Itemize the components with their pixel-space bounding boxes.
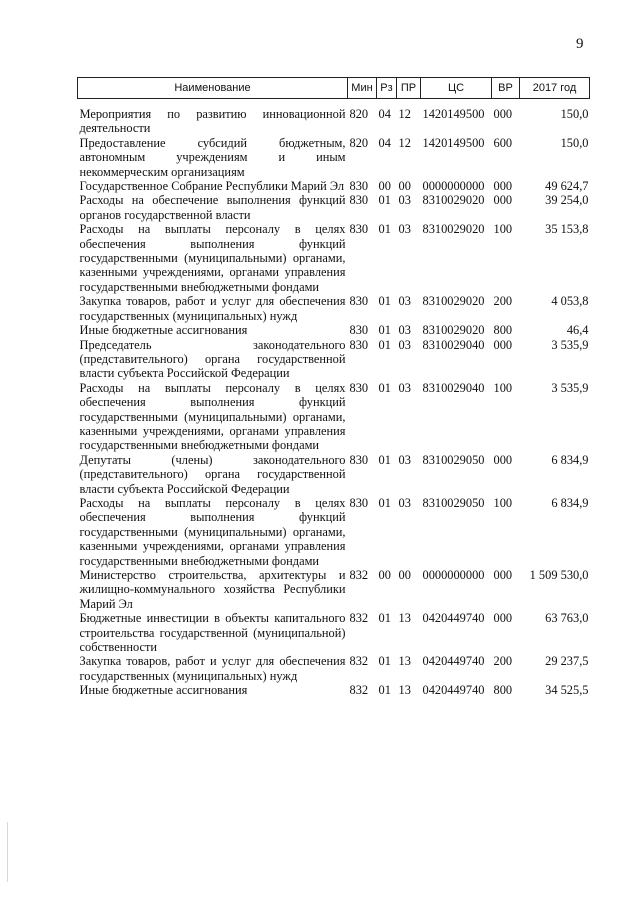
cell-pr: 13	[398, 683, 411, 698]
cell-pr: 12	[398, 107, 411, 121]
cell-name: Мероприятия по развитию инновационной деятельности	[79, 107, 346, 136]
cell-name: Председатель законодательного (представительного) органа государственной власти субъекта Российской Федерации	[79, 337, 346, 381]
cell-amount: 6 834,9	[551, 495, 589, 510]
cell-vr: 000	[493, 193, 513, 208]
cell-min: 830	[349, 323, 369, 338]
cell-min: 830	[349, 222, 369, 237]
header-year: 2017 год	[520, 78, 590, 99]
cell-cs: 0000000000	[422, 179, 485, 194]
cell-rz: 04	[378, 135, 391, 150]
cell-pr: 03	[398, 193, 411, 208]
table-row	[78, 323, 590, 337]
budget-table	[77, 77, 590, 698]
cell-min: 830	[349, 193, 369, 208]
cell-min: 830	[349, 337, 369, 352]
table-row	[78, 222, 590, 294]
cell-name: Закупка товаров, работ и услуг для обеспечения государственных (муниципальных) нужд	[79, 294, 346, 323]
cell-amount: 34 525,5	[545, 683, 589, 698]
cell-min: 832	[349, 683, 369, 698]
cell-pr: 13	[398, 611, 411, 626]
cell-min: 820	[349, 107, 369, 121]
table-row	[78, 611, 590, 654]
cell-vr: 200	[493, 294, 513, 309]
cell-name: Расходы на выплаты персоналу в целях обеспечения выполнения функций государственными (муниципальными) органами, казенными учреждениями, органами управления государственными внебюджетными фондами	[79, 222, 346, 294]
cell-vr: 100	[493, 222, 513, 237]
cell-vr: 000	[493, 611, 513, 626]
cell-name: Государственное Собрание Республики Марий Эл	[79, 179, 345, 194]
cell-name: Бюджетные инвестиции в объекты капитального строительства государственной (муниципальной) собственности	[79, 611, 346, 655]
cell-amount: 3 535,9	[551, 380, 589, 395]
cell-name: Депутаты (члены) законодательного (представительного) органа государственной власти субъекта Российской Федерации	[79, 452, 346, 496]
cell-vr: 000	[493, 337, 513, 352]
cell-pr: 03	[398, 380, 411, 395]
cell-vr: 100	[493, 380, 513, 395]
cell-pr: 00	[398, 179, 411, 194]
cell-rz: 01	[378, 495, 391, 510]
table-row	[78, 294, 590, 323]
cell-rz: 01	[378, 611, 391, 626]
cell-amount: 49 624,7	[545, 179, 589, 194]
cell-rz: 01	[378, 193, 391, 208]
cell-min: 830	[349, 294, 369, 309]
cell-min: 830	[349, 452, 369, 467]
table-row	[78, 136, 590, 179]
cell-vr: 000	[493, 179, 513, 194]
table-row	[78, 453, 590, 496]
cell-cs: 8310029020	[422, 323, 485, 338]
cell-rz: 01	[378, 337, 391, 352]
cell-min: 830	[349, 495, 369, 510]
table-row	[78, 496, 590, 568]
table-row	[78, 99, 590, 136]
table-row	[78, 381, 590, 453]
cell-rz: 01	[378, 380, 391, 395]
cell-pr: 03	[398, 337, 411, 352]
table-row	[78, 338, 590, 381]
cell-rz: 00	[378, 179, 391, 194]
cell-amount: 46,4	[566, 323, 589, 338]
cell-rz: 01	[378, 452, 391, 467]
cell-cs: 8310029050	[422, 452, 485, 467]
header-name: Наименование	[78, 78, 348, 99]
cell-vr: 000	[493, 568, 513, 582]
cell-pr: 03	[398, 495, 411, 510]
cell-amount: 1 509 530,0	[529, 568, 589, 582]
table-row	[78, 683, 590, 697]
cell-vr: 100	[493, 495, 513, 510]
cell-pr: 13	[398, 654, 411, 669]
cell-name: Расходы на выплаты персоналу в целях обеспечения выполнения функций государственными (муниципальными) органами, казенными учреждениями, органами управления государственными внебюджетными фондами	[79, 495, 346, 568]
header-cs: ЦС	[421, 78, 492, 99]
cell-amount: 6 834,9	[551, 452, 589, 467]
cell-rz: 01	[378, 294, 391, 309]
cell-amount: 150,0	[560, 107, 589, 121]
cell-min: 832	[349, 654, 369, 669]
header-pr: ПР	[397, 78, 421, 99]
cell-min: 830	[349, 179, 369, 194]
cell-name: Иные бюджетные ассигнования	[79, 683, 248, 698]
cell-cs: 1420149500	[422, 107, 485, 121]
cell-rz: 01	[378, 323, 391, 338]
page-number: 9	[576, 36, 584, 52]
cell-rz: 01	[378, 683, 391, 698]
cell-name: Иные бюджетные ассигнования	[79, 323, 248, 338]
cell-amount: 150,0	[560, 135, 589, 150]
cell-cs: 8310029020	[422, 294, 485, 309]
cell-pr: 12	[398, 135, 411, 150]
cell-amount: 35 153,8	[545, 222, 589, 237]
cell-rz: 04	[378, 107, 391, 121]
cell-pr: 03	[398, 294, 411, 309]
header-vr: ВР	[492, 78, 520, 99]
cell-amount: 29 237,5	[545, 654, 589, 669]
cell-amount: 3 535,9	[551, 337, 589, 352]
cell-name: Расходы на выплаты персоналу в целях обеспечения выполнения функций государственными (муниципальными) органами, казенными учреждениями, органами управления государственными внебюджетными фондами	[79, 380, 346, 453]
cell-cs: 0000000000	[422, 568, 485, 582]
table-row	[78, 193, 590, 222]
cell-name: Расходы на обеспечение выполнения функций органов государственной власти	[79, 193, 346, 222]
cell-rz: 01	[378, 654, 391, 669]
cell-cs: 0420449740	[422, 611, 485, 626]
cell-min: 832	[349, 611, 369, 626]
cell-vr: 200	[493, 654, 513, 669]
cell-cs: 8310029020	[422, 222, 485, 237]
cell-pr: 03	[398, 323, 411, 338]
header-rz: Рз	[377, 78, 397, 99]
cell-pr: 00	[398, 568, 411, 582]
table-row	[78, 179, 590, 193]
cell-cs: 8310029040	[422, 337, 485, 352]
cell-name: Закупка товаров, работ и услуг для обеспечения государственных (муниципальных) нужд	[79, 654, 346, 683]
cell-pr: 03	[398, 222, 411, 237]
cell-cs: 8310029020	[422, 193, 485, 208]
cell-min: 832	[349, 568, 369, 582]
cell-cs: 8310029050	[422, 495, 485, 510]
cell-name: Предоставление субсидий бюджетным, автономным учреждениям и иным некоммерческим организациям	[79, 135, 346, 179]
cell-amount: 39 254,0	[545, 193, 589, 208]
cell-rz: 00	[378, 568, 391, 582]
cell-cs: 0420449740	[422, 683, 485, 698]
table-header-row	[78, 78, 590, 99]
scan-margin-mark	[7, 822, 8, 882]
header-min: Мин	[348, 78, 377, 99]
cell-rz: 01	[378, 222, 391, 237]
cell-cs: 8310029040	[422, 380, 485, 395]
cell-vr: 000	[493, 107, 513, 121]
cell-min: 820	[349, 135, 369, 150]
cell-cs: 0420449740	[422, 654, 485, 669]
cell-vr: 800	[493, 683, 513, 698]
cell-min: 830	[349, 380, 369, 395]
cell-name: Министерство строительства, архитектуры и жилищно-коммунального хозяйства Республики Марий Эл	[79, 568, 346, 611]
cell-amount: 4 053,8	[551, 294, 589, 309]
cell-vr: 600	[493, 135, 513, 150]
table-row	[78, 654, 590, 683]
table-row	[78, 568, 590, 611]
cell-vr: 000	[493, 452, 513, 467]
cell-cs: 1420149500	[422, 135, 485, 150]
cell-amount: 63 763,0	[545, 611, 589, 626]
cell-vr: 800	[493, 323, 513, 338]
cell-pr: 03	[398, 452, 411, 467]
